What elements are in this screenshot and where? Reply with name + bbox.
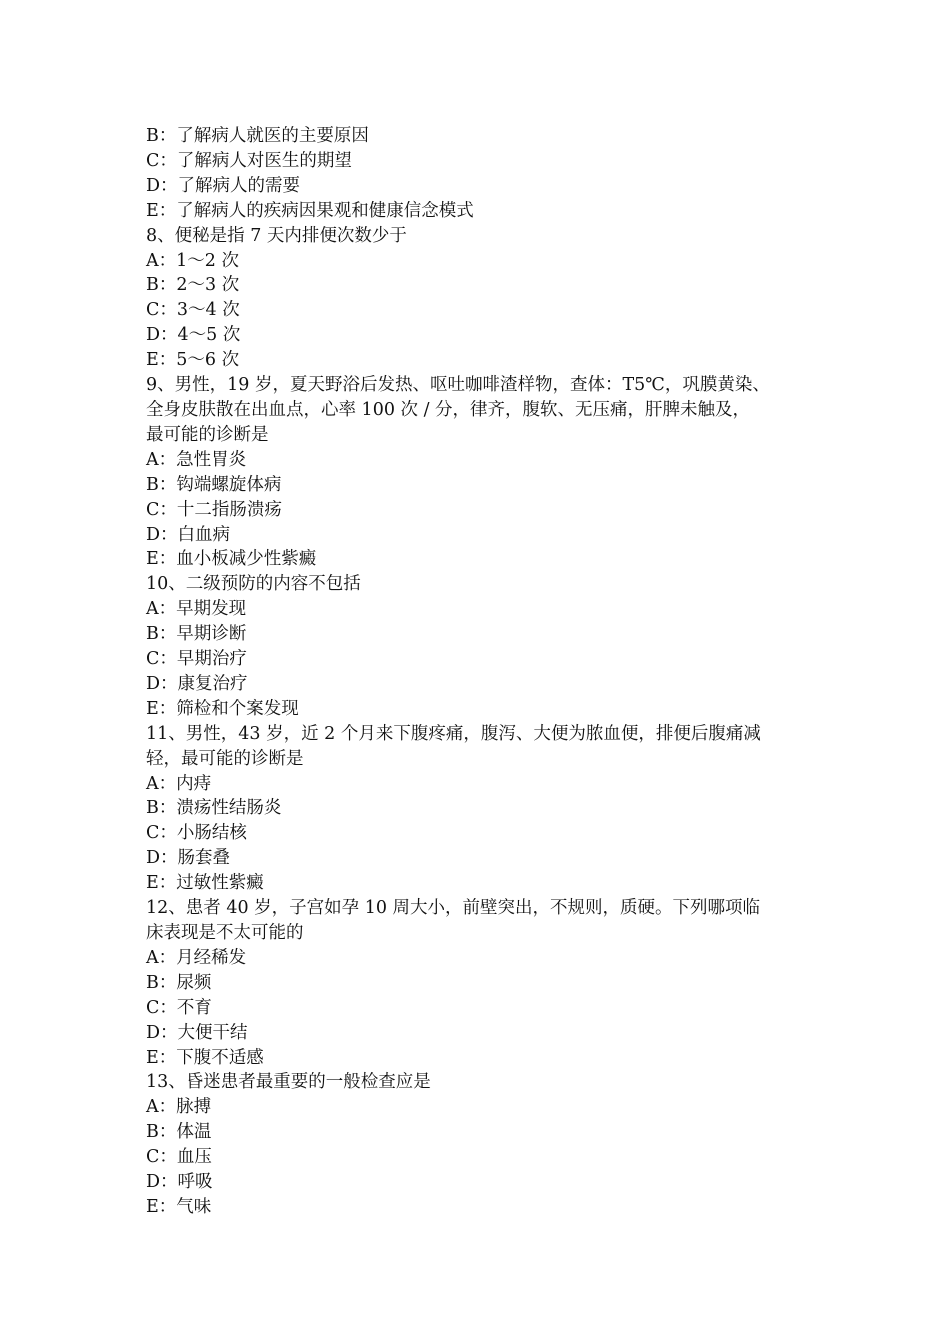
- option-e: E：筛检和个案发现: [146, 698, 299, 719]
- option-b: B：体温: [146, 1122, 212, 1143]
- option-c: C：不育: [146, 997, 212, 1018]
- option-c: C：了解病人对医生的期望: [146, 150, 352, 171]
- question-13: 13、昏迷患者最重要的一般检查应是: [146, 1072, 431, 1093]
- option-d: D：白血病: [146, 524, 231, 545]
- question-9-line-1: 9、男性，19 岁，夏天野浴后发热、呕吐咖啡渣样物，查体：T5℃，巩膜黄染、: [146, 375, 770, 396]
- option-a: A：脉搏: [146, 1097, 212, 1118]
- option-e: E：下腹不适感: [146, 1047, 264, 1068]
- document-page: [146, 124, 826, 1220]
- option-b: B：2～3 次: [146, 275, 240, 296]
- option-a: A：早期发现: [146, 599, 247, 620]
- option-c: C：血压: [146, 1147, 212, 1168]
- option-b: B：尿频: [146, 972, 212, 993]
- option-a: A：急性胃炎: [146, 449, 247, 470]
- question-12-line-2: 床表现是不太可能的: [146, 923, 304, 943]
- option-b: B：了解病人就医的主要原因: [146, 126, 369, 146]
- question-10: 10、二级预防的内容不包括: [146, 574, 361, 595]
- option-b: B：钩端螺旋体病: [146, 474, 282, 495]
- option-a: A：月经稀发: [146, 947, 247, 968]
- question-11-line-1: 11、男性，43 岁，近 2 个月来下腹疼痛，腹泻、大便为脓血便，排便后腹痛减: [146, 723, 761, 744]
- option-c: C：小肠结核: [146, 823, 247, 844]
- option-d: D：肠套叠: [146, 848, 231, 869]
- option-d: D：康复治疗: [146, 673, 248, 694]
- option-e: E：过敏性紫癜: [146, 873, 264, 894]
- option-a: A：内痔: [146, 773, 212, 794]
- option-d: D：呼吸: [146, 1172, 213, 1193]
- question-11-line-2: 轻，最可能的诊断是: [146, 748, 304, 769]
- question-9-line-2: 全身皮肤散在出血点，心率 100 次 / 分，律齐，腹软、无压痛，肝脾未触及，: [146, 399, 751, 420]
- option-e: E：气味: [146, 1196, 212, 1217]
- option-a: A：1～2 次: [146, 250, 239, 271]
- option-b: B：早期诊断: [146, 624, 247, 645]
- option-c: C：早期治疗: [146, 649, 247, 670]
- option-c: C：十二指肠溃疡: [146, 499, 282, 520]
- question-8: 8、便秘是指 7 天内排便次数少于: [146, 225, 407, 246]
- option-d: D：4～5 次: [146, 325, 241, 346]
- option-d: D：了解病人的需要: [146, 175, 301, 196]
- question-9-line-3: 最可能的诊断是: [146, 424, 269, 445]
- option-e: E：了解病人的疾病因果观和健康信念模式: [146, 200, 474, 221]
- option-d: D：大便干结: [146, 1022, 248, 1043]
- question-12-line-1: 12、患者 40 岁，子宫如孕 10 周大小，前壁突出，不规则，质硬。下列哪项临: [146, 898, 761, 919]
- option-e: E：血小板减少性紫癜: [146, 549, 317, 570]
- option-e: E：5～6 次: [146, 350, 240, 371]
- option-b: B：溃疡性结肠炎: [146, 798, 282, 819]
- option-c: C：3～4 次: [146, 300, 240, 321]
